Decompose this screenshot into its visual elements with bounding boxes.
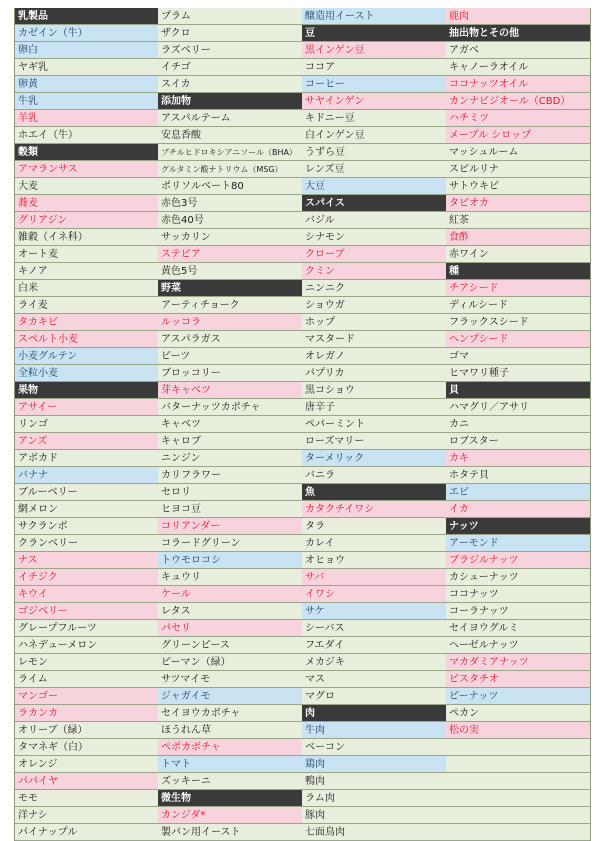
food-item: カタクチイワシ	[302, 501, 446, 518]
food-item: レタス	[158, 603, 302, 620]
food-item: カレイ	[302, 535, 446, 552]
food-item: アマランサス	[15, 161, 159, 178]
food-item: ステビア	[158, 246, 302, 263]
category-header: 果物	[15, 382, 159, 399]
food-item: マス	[302, 671, 446, 688]
food-item: ピスタチオ	[446, 671, 590, 688]
category-header: 肉	[302, 705, 446, 722]
food-item: 芽キャベツ	[158, 382, 302, 399]
food-item: アサイー	[15, 399, 159, 416]
food-item: ピーマン（緑）	[158, 654, 302, 671]
food-item: プラム	[158, 8, 302, 25]
food-item: コリアンダー	[158, 518, 302, 535]
food-item: サバ	[302, 569, 446, 586]
food-item: アーモンド	[446, 535, 590, 552]
food-item: ヘーゼルナッツ	[446, 637, 590, 654]
food-item: コラードグリーン	[158, 535, 302, 552]
food-item: イチゴ	[158, 59, 302, 76]
food-item: 牛乳	[15, 93, 159, 110]
food-item: アガベ	[446, 42, 590, 59]
food-item: マスタード	[302, 331, 446, 348]
food-item: ロブスター	[446, 433, 590, 450]
category-header: スパイス	[302, 195, 446, 212]
food-item: 白米	[15, 280, 159, 297]
category-header: 豆	[302, 25, 446, 42]
food-item: ヒヨコ豆	[158, 501, 302, 518]
food-item: 紅茶	[446, 212, 590, 229]
food-item: 鶏肉	[302, 756, 446, 773]
food-item: オート麦	[15, 246, 159, 263]
food-item: タマネギ（白）	[15, 739, 159, 756]
food-item: ラム肉	[302, 790, 446, 807]
food-item: トウモロコシ	[158, 552, 302, 569]
food-item: パイナップル	[15, 824, 159, 841]
category-header: 穀類	[15, 144, 159, 161]
empty-cell	[446, 739, 590, 756]
food-item: 小麦グルテン	[15, 348, 159, 365]
food-item: チアシード	[446, 280, 590, 297]
category-header: 種	[446, 263, 590, 280]
food-item: 全粒小麦	[15, 365, 159, 382]
category-header: 微生物	[158, 790, 302, 807]
food-item: クローブ	[302, 246, 446, 263]
food-item: マッシュルーム	[446, 144, 590, 161]
table-column-3	[302, 8, 447, 841]
food-item: 蕎麦	[15, 195, 159, 212]
food-item: 白インゲン豆	[302, 127, 446, 144]
food-item: アーティチョーク	[158, 297, 302, 314]
food-item: ザクロ	[158, 25, 302, 42]
food-item: ナス	[15, 552, 159, 569]
food-item: 洋ナシ	[15, 807, 159, 824]
food-item: グリーンピース	[158, 637, 302, 654]
food-item: ペカン	[446, 705, 590, 722]
food-item: バターナッツカボチャ	[158, 399, 302, 416]
food-item: クミン	[302, 263, 446, 280]
food-item: ゴマ	[446, 348, 590, 365]
food-item: ズッキーニ	[158, 773, 302, 790]
food-item: ブラジルナッツ	[446, 552, 590, 569]
food-item: トマト	[158, 756, 302, 773]
food-item: カニ	[446, 416, 590, 433]
food-item: ゴジベリー	[15, 603, 159, 620]
food-item: ブルーベリー	[15, 484, 159, 501]
food-item: スピルリナ	[446, 161, 590, 178]
food-item: ポリソルベート80	[158, 178, 302, 195]
food-item: 七面鳥肉	[302, 824, 446, 841]
food-item: タピオカ	[446, 195, 590, 212]
category-header: 貝	[446, 382, 590, 399]
food-item: ニンジン	[158, 450, 302, 467]
food-item: パセリ	[158, 620, 302, 637]
food-item: ジャガイモ	[158, 688, 302, 705]
food-item: カリフラワー	[158, 467, 302, 484]
food-item: ペポカボチャ	[158, 739, 302, 756]
food-item: メカジキ	[302, 654, 446, 671]
food-item: イワシ	[302, 586, 446, 603]
food-item: ヤギ乳	[15, 59, 159, 76]
food-item: 大豆	[302, 178, 446, 195]
table-column-1	[14, 8, 160, 841]
food-item: ローズマリー	[302, 433, 446, 450]
food-item: 卵白	[15, 42, 159, 59]
food-table	[14, 8, 590, 838]
food-item: アスパラガス	[158, 331, 302, 348]
food-item: キャロブ	[158, 433, 302, 450]
food-item: キュウリ	[158, 569, 302, 586]
food-item: 黒コショウ	[302, 382, 446, 399]
food-item: グルタミン酸ナトリウム（MSG）	[158, 161, 302, 178]
food-item: イカ	[446, 501, 590, 518]
food-item: グレープフルーツ	[15, 620, 159, 637]
food-item: ライ麦	[15, 297, 159, 314]
category-header: 魚	[302, 484, 446, 501]
category-header: 添加物	[158, 93, 302, 110]
food-item: カシューナッツ	[446, 569, 590, 586]
food-item: キャベツ	[158, 416, 302, 433]
food-item: 赤色40号	[158, 212, 302, 229]
food-item: バナナ	[15, 467, 159, 484]
food-item: レンズ豆	[302, 161, 446, 178]
food-item: ハチミツ	[446, 110, 590, 127]
food-item: ココア	[302, 59, 446, 76]
food-item: パパイヤ	[15, 773, 159, 790]
food-item: 羊乳	[15, 110, 159, 127]
food-item: オレンジ	[15, 756, 159, 773]
food-item: 赤ワイン	[446, 246, 590, 263]
food-item: 網メロン	[15, 501, 159, 518]
food-item: ライム	[15, 671, 159, 688]
food-item: セイヨウカボチャ	[158, 705, 302, 722]
food-item: ハネデューメロン	[15, 637, 159, 654]
food-item: ココナッツ	[446, 586, 590, 603]
food-item: サケ	[302, 603, 446, 620]
food-item: サトウキビ	[446, 178, 590, 195]
food-item: モモ	[15, 790, 159, 807]
food-item: クランベリー	[15, 535, 159, 552]
food-item: フエダイ	[302, 637, 446, 654]
food-item: サツマイモ	[158, 671, 302, 688]
category-header: 野菜	[158, 280, 302, 297]
food-item: サッカリン	[158, 229, 302, 246]
food-item: カゼイン（牛）	[15, 25, 159, 42]
food-item: コーラナッツ	[446, 603, 590, 620]
food-item: ラカンカ	[15, 705, 159, 722]
food-item: タカキビ	[15, 314, 159, 331]
food-item: カンナビジオール（CBD）	[446, 93, 590, 110]
food-item: タラ	[302, 518, 446, 535]
empty-cell	[446, 824, 590, 841]
food-item: 黄色5号	[158, 263, 302, 280]
food-item: サヤインゲン	[302, 93, 446, 110]
food-item: スイカ	[158, 76, 302, 93]
food-item: 赤色3号	[158, 195, 302, 212]
food-item: サクランボ	[15, 518, 159, 535]
food-item: リンゴ	[15, 416, 159, 433]
table-column-4	[446, 8, 591, 841]
food-item: 卵黄	[15, 76, 159, 93]
food-item: うずら豆	[302, 144, 446, 161]
food-item: フラックスシード	[446, 314, 590, 331]
empty-cell	[446, 807, 590, 824]
food-item: 製パン用イースト	[158, 824, 302, 841]
food-item: 鴨肉	[302, 773, 446, 790]
food-item: 黒インゲン豆	[302, 42, 446, 59]
food-item: ほうれん草	[158, 722, 302, 739]
food-item: オリーブ（緑）	[15, 722, 159, 739]
food-item: ココナッツオイル	[446, 76, 590, 93]
food-item: バジル	[302, 212, 446, 229]
food-item: コーヒー	[302, 76, 446, 93]
food-item: アボカド	[15, 450, 159, 467]
category-header: 抽出物とその他	[446, 25, 590, 42]
food-item: シーバス	[302, 620, 446, 637]
food-item: ビーツ	[158, 348, 302, 365]
food-item: ハマグリ／アサリ	[446, 399, 590, 416]
food-item: 豚肉	[302, 807, 446, 824]
table-column-2	[158, 8, 303, 841]
food-item: 牛肉	[302, 722, 446, 739]
food-item: 唐辛子	[302, 399, 446, 416]
food-item: 大麦	[15, 178, 159, 195]
food-item: 食酢	[446, 229, 590, 246]
food-item: ターメリック	[302, 450, 446, 467]
food-item: マグロ	[302, 688, 446, 705]
food-item: アンズ	[15, 433, 159, 450]
food-item: 雑穀（イネ科）	[15, 229, 159, 246]
food-item: ルッコラ	[158, 314, 302, 331]
food-item: 安息香酸	[158, 127, 302, 144]
food-item: キノア	[15, 263, 159, 280]
food-item: ケール	[158, 586, 302, 603]
food-item: キャノーラオイル	[446, 59, 590, 76]
empty-cell	[446, 773, 590, 790]
food-item: キドニー豆	[302, 110, 446, 127]
food-item: キウイ	[15, 586, 159, 603]
food-item: ベーコン	[302, 739, 446, 756]
food-item: 鹿肉	[446, 8, 590, 25]
food-item: パプリカ	[302, 365, 446, 382]
food-item: バニラ	[302, 467, 446, 484]
food-item: ホタテ貝	[446, 467, 590, 484]
food-item: スペルト小麦	[15, 331, 159, 348]
food-item: ラズベリー	[158, 42, 302, 59]
food-item: アスパルテーム	[158, 110, 302, 127]
food-item: ディルシード	[446, 297, 590, 314]
food-item: 松の実	[446, 722, 590, 739]
food-item: マンゴー	[15, 688, 159, 705]
food-item: エビ	[446, 484, 590, 501]
food-item: ホップ	[302, 314, 446, 331]
food-item: カキ	[446, 450, 590, 467]
empty-cell	[446, 790, 590, 807]
food-item: マカダミアナッツ	[446, 654, 590, 671]
food-item: イチジク	[15, 569, 159, 586]
empty-cell	[446, 756, 590, 773]
food-item: ヒマワリ種子	[446, 365, 590, 382]
food-item: セロリ	[158, 484, 302, 501]
food-item: ショウガ	[302, 297, 446, 314]
food-item: オヒョウ	[302, 552, 446, 569]
food-item: シナモン	[302, 229, 446, 246]
food-item: ブチルヒドロキシアニソール（BHA）	[158, 144, 302, 161]
food-item: セイヨウグルミ	[446, 620, 590, 637]
food-item: カンジダ*	[158, 807, 302, 824]
food-item: ブロッコリー	[158, 365, 302, 382]
food-item: グリアジン	[15, 212, 159, 229]
category-header: ナッツ	[446, 518, 590, 535]
food-item: ニンニク	[302, 280, 446, 297]
food-item: ペパーミント	[302, 416, 446, 433]
category-header: 乳製品	[15, 8, 159, 25]
food-item: ヘンプシード	[446, 331, 590, 348]
food-item: ホエイ（牛）	[15, 127, 159, 144]
food-item: ピーナッツ	[446, 688, 590, 705]
food-item: オレガノ	[302, 348, 446, 365]
food-item: レモン	[15, 654, 159, 671]
food-item: メープル シロップ	[446, 127, 590, 144]
food-item: 醸造用イースト	[302, 8, 446, 25]
